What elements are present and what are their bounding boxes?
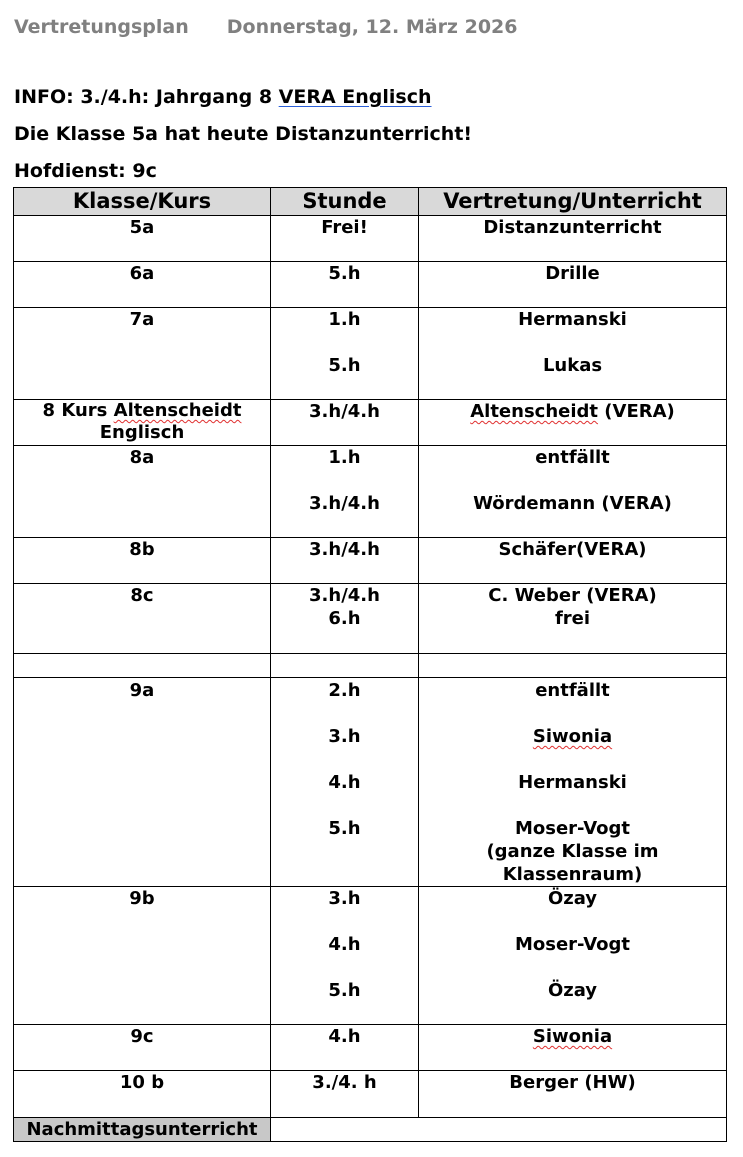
cell-klasse: 9a [14, 678, 271, 887]
cell-klasse: 8a [14, 446, 271, 538]
cell-line: 3.h [328, 726, 361, 747]
cell-line: Klassenraum) [502, 864, 643, 885]
cell-text: 8 Kurs [42, 400, 114, 421]
cell-text-spellcheck: Altenscheidt [470, 401, 599, 422]
info-line-vera [14, 86, 432, 108]
table-row [14, 446, 727, 538]
cell-line: entfällt [535, 680, 610, 701]
cell-gap [423, 331, 722, 354]
cell-line: Englisch [99, 422, 185, 443]
cell-vertretung: Schäfer(VERA) [419, 538, 727, 584]
cell-line: 4.h [328, 934, 361, 955]
cell-text: (VERA) [598, 401, 675, 422]
cell-vertretung: Distanzunterricht [419, 216, 727, 262]
table-row [14, 308, 727, 400]
cell-vertretung [419, 400, 727, 446]
cell-stunde [271, 678, 419, 887]
cell-line [423, 725, 722, 748]
cell-line: Özay [547, 888, 598, 909]
table-row [14, 584, 727, 654]
cell-line: 5.h [328, 355, 361, 376]
cell-empty [14, 654, 271, 678]
document-header [14, 16, 518, 38]
cell-line: 6.h [328, 608, 361, 629]
cell-line: 3.h [328, 888, 361, 909]
column-header-klasse: Klasse/Kurs [14, 188, 271, 216]
cell-line: 5.h [328, 818, 361, 839]
cell-stunde [271, 887, 419, 1025]
cell-klasse: 5a [14, 216, 271, 262]
cell-klasse: 9c [14, 1025, 271, 1071]
cell-gap [275, 794, 414, 817]
cell-line: 4.h [328, 772, 361, 793]
cell-line: 3.h/4.h [309, 585, 380, 606]
cell-line: C. Weber (VERA) [488, 585, 657, 606]
cell-klasse: 6a [14, 262, 271, 308]
cell-vertretung [419, 446, 727, 538]
cell-vertretung [419, 584, 727, 654]
substitution-table [13, 187, 727, 1142]
cell-gap [423, 956, 722, 979]
cell-gap [275, 956, 414, 979]
cell-klasse [14, 400, 271, 446]
cell-line: Wördemann (VERA) [473, 493, 672, 514]
info-line-hofdienst: Hofdienst: 9c [14, 160, 157, 182]
column-header-vertretung: Vertretung/Unterricht [419, 188, 727, 216]
info-vera-link[interactable]: VERA Englisch [278, 86, 432, 108]
cell-gap [423, 702, 722, 725]
table-row [14, 1025, 727, 1071]
cell-klasse: 10 b [14, 1071, 271, 1118]
cell-gap [423, 469, 722, 492]
cell-line: 2.h [328, 680, 361, 701]
table-row-empty [14, 654, 727, 678]
cell-vertretung [419, 887, 727, 1025]
cell-stunde: 4.h [271, 1025, 419, 1071]
cell-gap [275, 748, 414, 771]
cell-gap [423, 910, 722, 933]
cell-gap [275, 702, 414, 725]
cell-empty [271, 654, 419, 678]
cell-line: Hermanski [518, 772, 627, 793]
info-line-distanz: Die Klasse 5a hat heute Distanzunterricht! [14, 123, 473, 145]
cell-line: 1.h [328, 447, 361, 468]
cell-line: Moser-Vogt [514, 934, 631, 955]
cell-line: 1.h [328, 309, 361, 330]
table-row [14, 538, 727, 584]
cell-klasse: 8c [14, 584, 271, 654]
cell-line: 5.h [328, 980, 361, 1001]
cell-vertretung: Berger (HW) [419, 1071, 727, 1118]
cell-line [18, 400, 266, 422]
cell-vertretung [419, 678, 727, 887]
cell-stunde: 3./4. h [271, 1071, 419, 1118]
cell-line: entfällt [535, 447, 610, 468]
cell-vertretung: Drille [419, 262, 727, 308]
cell-klasse: 9b [14, 887, 271, 1025]
cell-line: frei [554, 608, 591, 629]
table-row [14, 216, 727, 262]
cell-text-spellcheck: Siwonia [532, 726, 613, 747]
cell-vertretung [419, 308, 727, 400]
cell-stunde: 5.h [271, 262, 419, 308]
info-vera-text: INFO: 3./4.h: Jahrgang 8 [14, 86, 279, 108]
document-title: Vertretungsplan [14, 16, 189, 38]
cell-line: Özay [547, 980, 598, 1001]
table-row-nachmittag [14, 1118, 727, 1142]
cell-stunde: Frei! [271, 216, 419, 262]
cell-text-spellcheck: Altenscheidt [113, 400, 242, 421]
cell-empty [419, 654, 727, 678]
table-row [14, 1071, 727, 1118]
table-row [14, 887, 727, 1025]
cell-line: Hermanski [518, 309, 627, 330]
cell-line: 3.h/4.h [309, 493, 380, 514]
cell-gap [275, 469, 414, 492]
cell-vertretung [419, 1025, 727, 1071]
cell-text-spellcheck: Siwonia [532, 1026, 613, 1047]
cell-stunde: 3.h/4.h [271, 400, 419, 446]
cell-stunde [271, 584, 419, 654]
table-row [14, 400, 727, 446]
cell-line: (ganze Klasse im [486, 841, 659, 862]
cell-line: Moser-Vogt [514, 818, 631, 839]
cell-line: Lukas [542, 355, 603, 376]
cell-empty [271, 1118, 727, 1142]
table-row [14, 262, 727, 308]
column-header-stunde: Stunde [271, 188, 419, 216]
nachmittag-label: Nachmittagsunterricht [14, 1118, 271, 1142]
cell-gap [275, 331, 414, 354]
cell-stunde: 3.h/4.h [271, 538, 419, 584]
cell-stunde [271, 446, 419, 538]
cell-klasse: 8b [14, 538, 271, 584]
table-row [14, 678, 727, 887]
cell-gap [275, 910, 414, 933]
document-date: Donnerstag, 12. März 2026 [226, 16, 518, 38]
table-header-row [14, 188, 727, 216]
cell-klasse: 7a [14, 308, 271, 400]
cell-gap [423, 748, 722, 771]
cell-stunde [271, 308, 419, 400]
cell-gap [423, 794, 722, 817]
